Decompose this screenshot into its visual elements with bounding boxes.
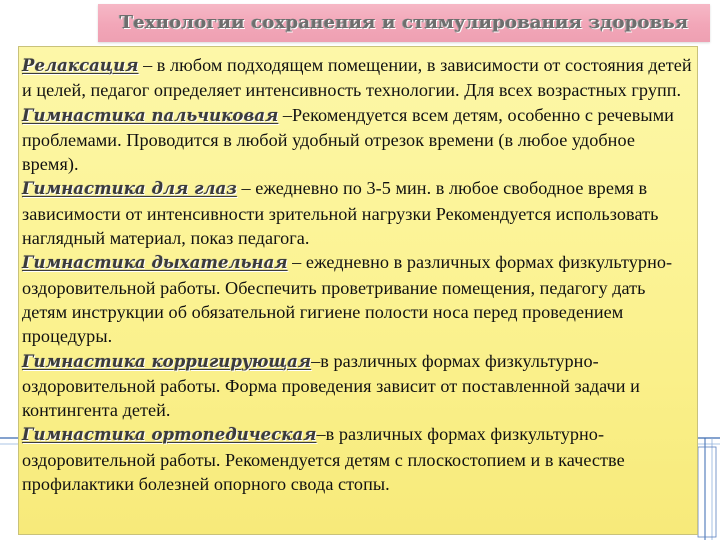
- item-term: Гимнастика для глаз: [22, 179, 237, 199]
- title-bar: [98, 4, 710, 42]
- slide-title: Технологии сохранения и стимулирования здоровья: [119, 12, 689, 33]
- item-breathing-gymnastics: [22, 250, 693, 348]
- item-text: – в любом подходящем помещении, в зависимости от состояния детей и целей, педагог определяет интенсивность технологии. Для всех возрастных групп.: [22, 55, 692, 101]
- item-orthopedic-gymnastics: [22, 422, 693, 496]
- item-eye-gymnastics: [22, 176, 693, 250]
- item-term: Релаксация: [22, 56, 139, 75]
- item-text: –Рекомендуется всем детям, особенно с речевыми проблемами. Проводится в любой удобный отрезок времени (в любое удобное время).: [22, 104, 674, 175]
- item-corrective-gymnastics: [22, 349, 693, 423]
- content-box: [18, 46, 698, 535]
- item-text: – ежедневно по 3-5 мин. в любое свободное время в зависимости от интенсивности зрительной нагрузки Рекомендуется использовать наглядный материал, показ педагога.: [22, 178, 659, 249]
- item-relaxation: [22, 53, 693, 103]
- item-term: Гимнастика пальчиковая: [22, 105, 279, 125]
- item-text: – ежедневно в различных формах физкультурно-оздоровительной работы. Обеспечить проветривание помещения, педагогу дать детям инструкции об обязательной гигиене полости носа перед проведением процедуры.: [22, 252, 673, 347]
- item-text: –в различных формах физкультурно-оздоровительной работы. Форма проведения зависит от поставленной задачи и контингента детей.: [22, 350, 640, 421]
- item-term: Гимнастика дыхательная: [22, 253, 288, 273]
- item-term: Гимнастика ортопедическая: [22, 425, 317, 445]
- item-term: Гимнастика корригирующая: [22, 351, 312, 371]
- item-text: –в различных формах физкультурно-оздоровительной работы. Рекомендуется детям с плоскостопием и в качестве профилактики болезней опорного свода стопы.: [22, 424, 625, 495]
- item-finger-gymnastics: [22, 103, 693, 177]
